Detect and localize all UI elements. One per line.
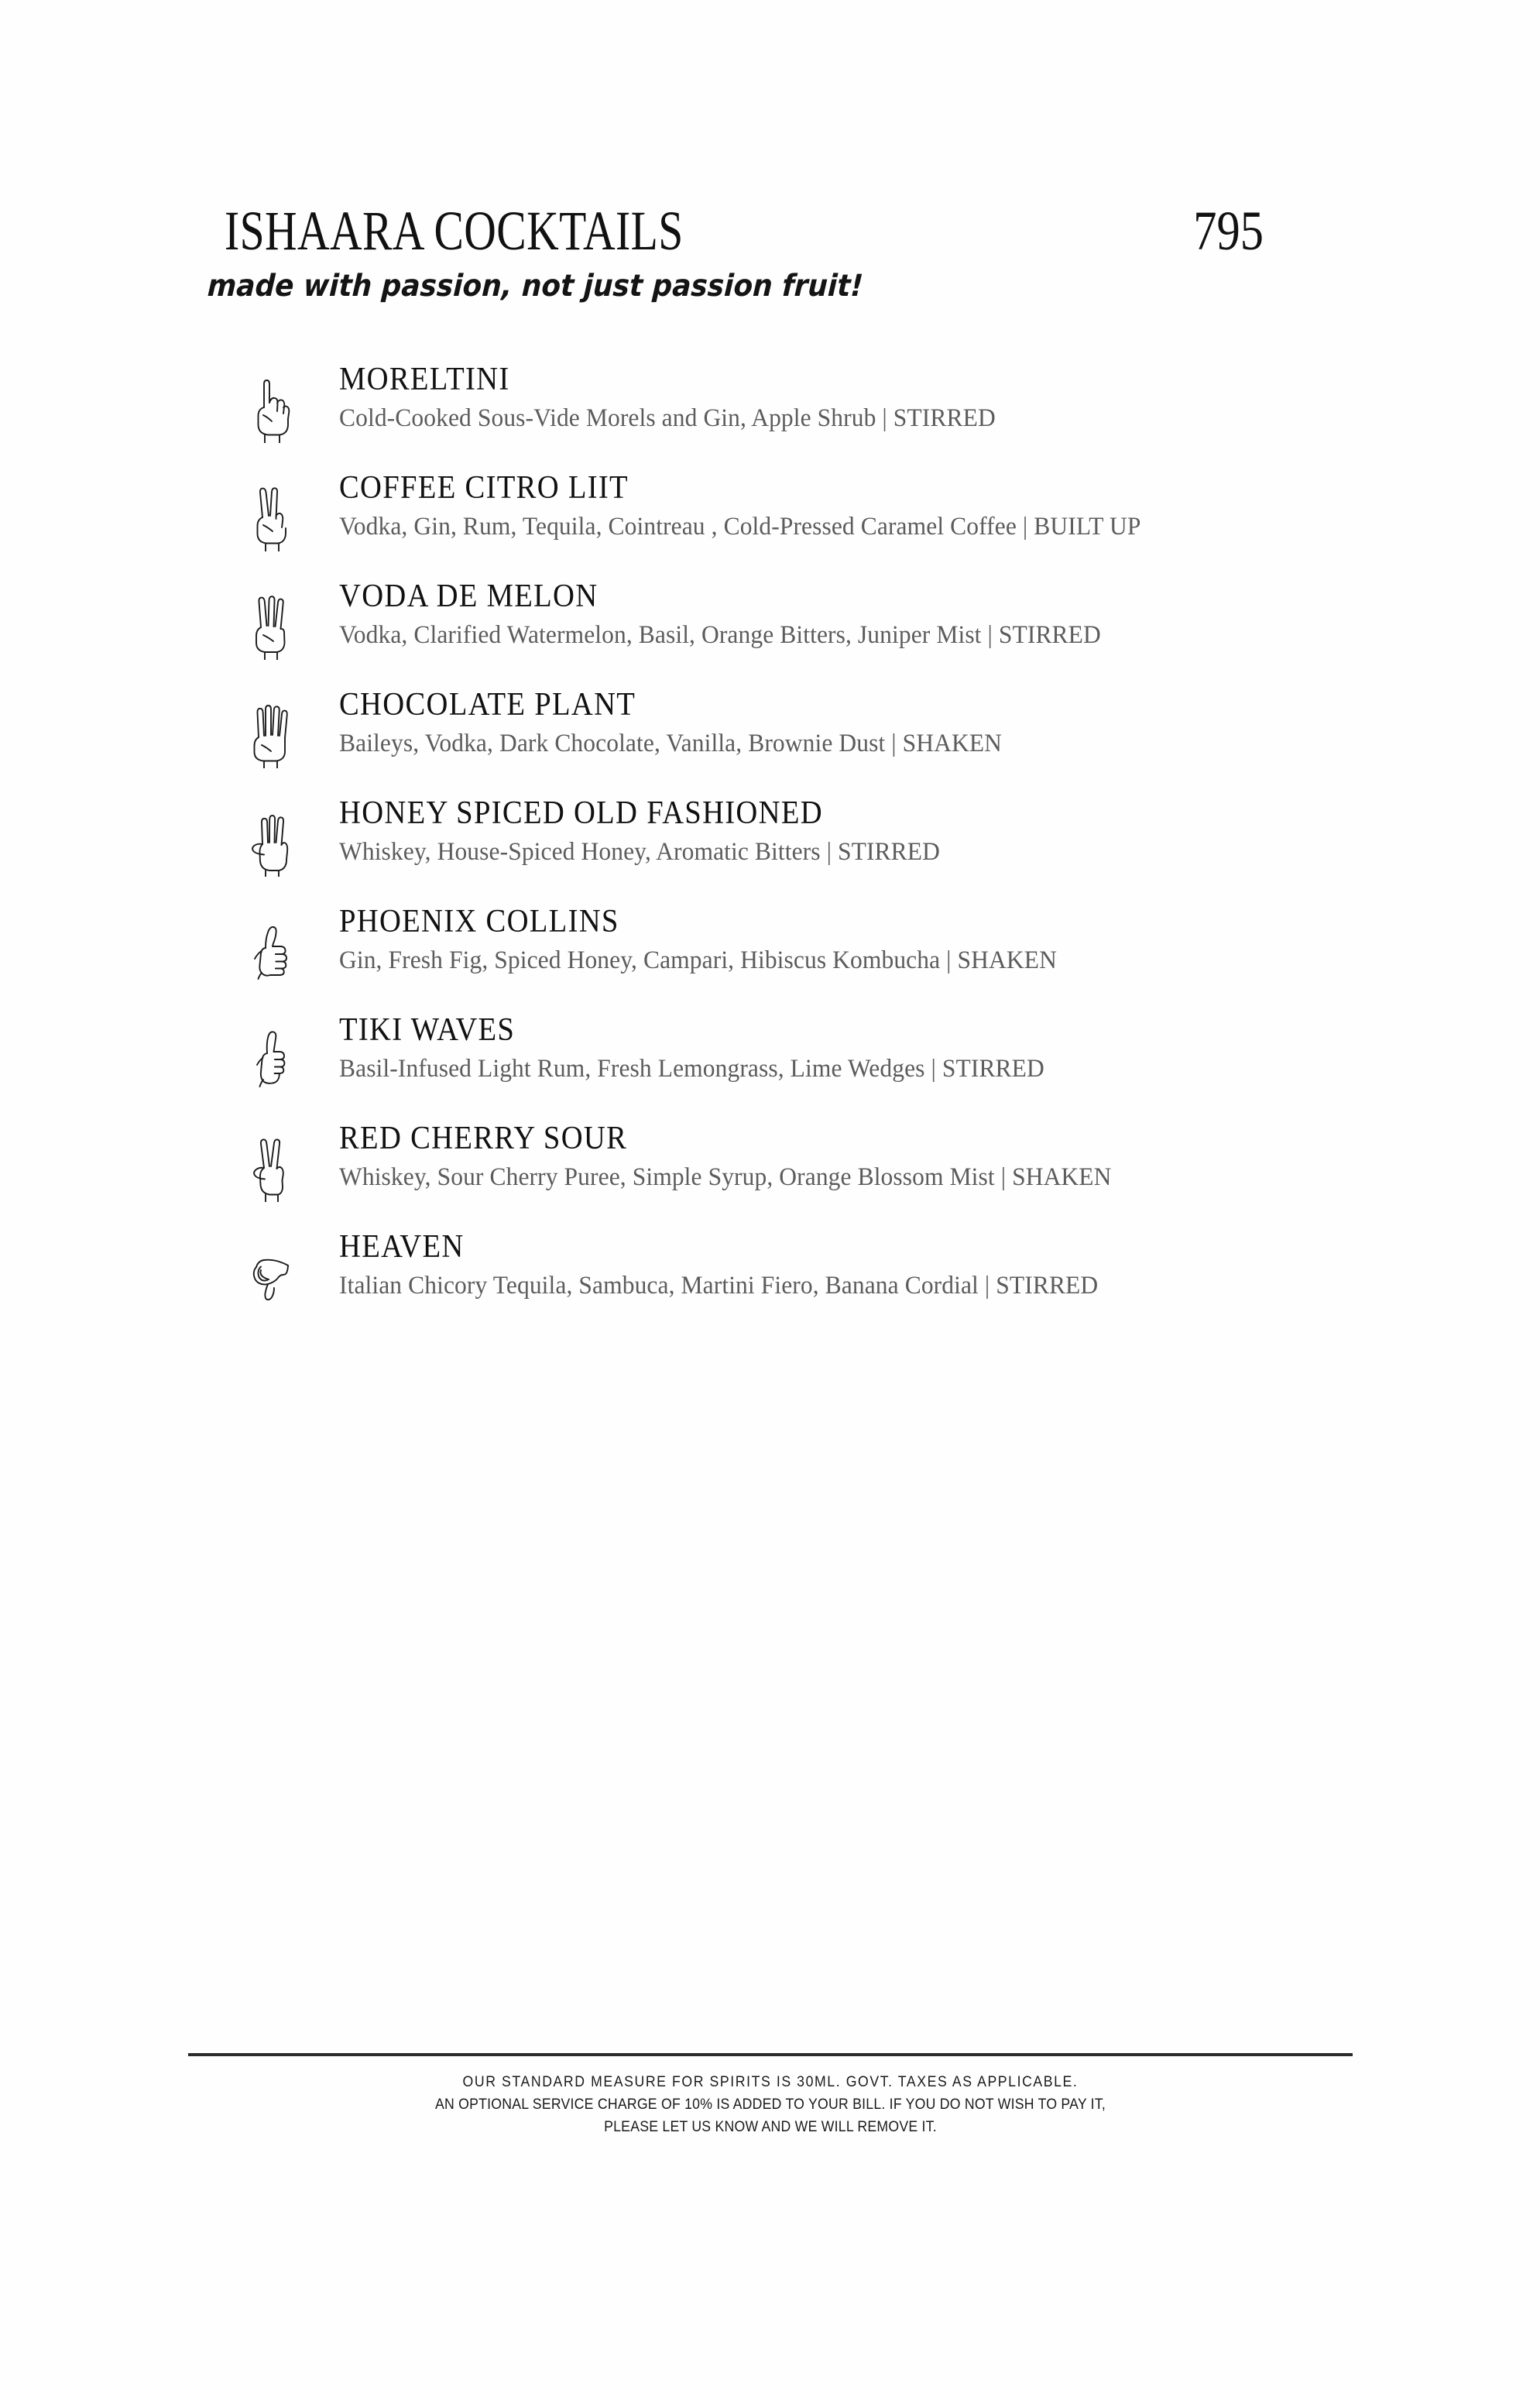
footer-line-3: PLEASE LET US KNOW AND WE WILL REMOVE IT. xyxy=(604,2118,937,2135)
list-item-body xyxy=(317,1013,1324,1086)
menu-footer xyxy=(188,2053,1353,2139)
cocktail-name: CHOCOLATE PLANT xyxy=(339,687,636,723)
cocktail-description: Gin, Fresh Fig, Spiced Honey, Campari, Hibiscus Kombucha | SHAKEN xyxy=(339,946,1057,974)
menu-header xyxy=(206,200,1316,304)
hand-two-fingers-spread-icon xyxy=(225,1121,317,1202)
list-item xyxy=(225,471,1324,551)
list-item xyxy=(225,362,1324,443)
cocktail-description: Italian Chicory Tequila, Sambuca, Martini Fiero, Banana Cordial | STIRRED xyxy=(339,1271,1099,1300)
list-item xyxy=(225,905,1324,985)
cocktail-description: Vodka, Clarified Watermelon, Basil, Orange Bitters, Juniper Mist | STIRRED xyxy=(339,620,1101,649)
cocktail-description: Vodka, Gin, Rum, Tequila, Cointreau , Cold-Pressed Caramel Coffee | BUILT UP xyxy=(339,512,1141,541)
footer-line-2: AN OPTIONAL SERVICE CHARGE OF 10% IS ADDED TO YOUR BILL. IF YOU DO NOT WISH TO PAY IT, xyxy=(434,2096,1106,2113)
list-item-body xyxy=(317,796,1324,869)
footer-line-1: OUR STANDARD MEASURE FOR SPIRITS IS 30ML. GOVT. TAXES AS APPLICABLE. xyxy=(462,2074,1079,2090)
cocktail-description: Baileys, Vodka, Dark Chocolate, Vanilla, Brownie Dust | SHAKEN xyxy=(339,729,1003,757)
list-item-body xyxy=(317,471,1324,544)
cocktail-name: HONEY SPICED OLD FASHIONED xyxy=(339,795,823,831)
list-item xyxy=(225,688,1324,768)
cocktail-name: MORELTINI xyxy=(339,362,510,397)
section-tagline: made with passion, not just passion fruit! xyxy=(206,269,864,304)
list-item xyxy=(225,1121,1324,1202)
list-item-body xyxy=(317,905,1324,977)
list-item xyxy=(225,1230,1324,1310)
list-item xyxy=(225,1013,1324,1094)
cocktail-name: RED CHERRY SOUR xyxy=(339,1121,628,1156)
hand-one-finger-icon xyxy=(225,362,317,443)
section-price: 795 xyxy=(1193,200,1264,262)
hand-pointing-down-icon xyxy=(225,1230,317,1310)
cocktail-description: Basil-Infused Light Rum, Fresh Lemongrass, Lime Wedges | STIRRED xyxy=(339,1054,1044,1083)
hand-three-fingers-icon xyxy=(225,579,317,660)
cocktail-description: Whiskey, House-Spiced Honey, Aromatic Bitters | STIRRED xyxy=(339,837,940,866)
cocktail-name: COFFEE CITRO LIIT xyxy=(339,470,629,506)
cocktail-description: Cold-Cooked Sous-Vide Morels and Gin, Apple Shrub | STIRRED xyxy=(339,403,996,432)
list-item xyxy=(225,796,1324,877)
hand-thumbs-up-icon xyxy=(225,905,317,985)
list-item-body xyxy=(317,579,1324,652)
list-item-body xyxy=(317,1230,1324,1303)
list-item-body xyxy=(317,688,1324,761)
list-item xyxy=(225,579,1324,660)
cocktail-name: HEAVEN xyxy=(339,1229,465,1265)
header-title-row xyxy=(225,200,1316,262)
cocktail-name: TIKI WAVES xyxy=(339,1012,516,1048)
hand-four-fingers-icon xyxy=(225,688,317,768)
cocktail-name: PHOENIX COLLINS xyxy=(339,904,619,939)
hand-open-palm-icon xyxy=(225,796,317,877)
footer-divider xyxy=(188,2053,1353,2056)
list-item-body xyxy=(317,362,1324,435)
cocktail-name: VODA DE MELON xyxy=(339,579,599,614)
hand-two-fingers-icon xyxy=(225,471,317,551)
list-item-body xyxy=(317,1121,1324,1194)
footer-disclaimer xyxy=(229,2072,1312,2139)
cocktail-list xyxy=(225,362,1324,1338)
cocktail-description: Whiskey, Sour Cherry Puree, Simple Syrup, Orange Blossom Mist | SHAKEN xyxy=(339,1162,1112,1191)
page-title: ISHAARA COCKTAILS xyxy=(225,200,684,262)
hand-thumb-tucked-icon xyxy=(225,1013,317,1094)
